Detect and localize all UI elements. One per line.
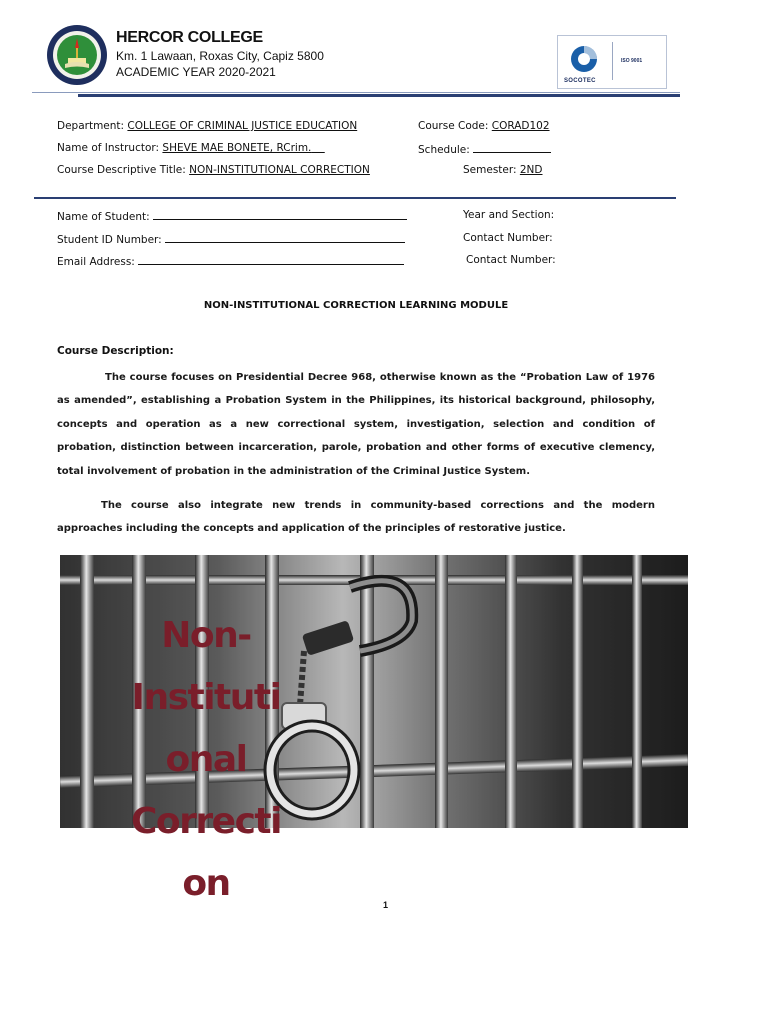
student-id-blank[interactable] [165, 232, 405, 243]
header-rule-thick [78, 94, 680, 97]
cover-title [118, 605, 294, 915]
cover-title-line-4: Correcti [131, 801, 281, 842]
instructor-value: SHEVE MAE BONETE, RCrim. [162, 142, 312, 154]
college-address: Km. 1 Lawaan, Roxas City, Capiz 5800 [116, 49, 324, 63]
student-name-field[interactable] [57, 209, 407, 223]
student-id-field[interactable] [57, 232, 405, 246]
cover-title-line-3: onal [165, 739, 247, 780]
department-line [57, 120, 357, 132]
year-section-field [463, 209, 554, 221]
cert-label: SOCOTEC [564, 78, 596, 84]
course-code-value: CORAD102 [491, 120, 550, 132]
contact-number-field-1 [463, 232, 553, 244]
iso-label: ISO 9001 [621, 58, 643, 64]
cover-title-line-2: Instituti [131, 677, 281, 718]
course-description-paragraph-1: The course focuses on Presidential Decree 968, otherwise known as the “Probation Law of 1976 as amended”, establishing a Probation System in the Philippines, its historical background, philosophy, concepts and operation as a new correctional system, investigation, selection and condition of probation, distinction between incarceration, parole, probation and other forms of executive clemency, total involvement of probation in the administration of the Criminal Justice System. [57, 372, 655, 477]
descriptive-title-line [57, 164, 370, 176]
email-field[interactable] [57, 254, 404, 268]
schedule-label: Schedule: [418, 144, 470, 156]
contact-number-label-2: Contact Number: [466, 254, 556, 266]
section-rule [34, 197, 676, 199]
semester-line [463, 164, 543, 176]
semester-label: Semester: [463, 164, 517, 176]
student-name-blank[interactable] [153, 209, 407, 220]
department-label: Department: [57, 120, 125, 132]
course-code-label: Course Code: [418, 120, 489, 132]
cover-title-line-5: on [182, 863, 230, 904]
college-seal-icon [46, 24, 108, 86]
iso-panel [612, 42, 661, 80]
semester-value: 2ND [519, 164, 543, 176]
schedule-line [418, 142, 551, 156]
department-value: COLLEGE OF CRIMINAL JUSTICE EDUCATION [127, 120, 358, 132]
email-blank[interactable] [138, 254, 404, 265]
module-title: NON-INSTITUTIONAL CORRECTION LEARNING MODULE [203, 300, 509, 311]
course-description-heading: Course Description: [57, 345, 174, 357]
page-number: 1 [383, 900, 389, 910]
header-rule-thin [32, 92, 680, 93]
iso-certification-badge [557, 35, 667, 89]
descriptive-title-label: Course Descriptive Title: [57, 164, 186, 176]
instructor-line [57, 142, 325, 154]
schedule-blank [473, 142, 551, 153]
academic-year: ACADEMIC YEAR 2020-2021 [116, 65, 276, 79]
contact-number-label-1: Contact Number: [463, 232, 553, 244]
year-section-label: Year and Section: [463, 209, 555, 221]
course-code-line [418, 120, 550, 132]
student-id-label: Student ID Number: [57, 234, 162, 246]
descriptive-title-value: NON-INSTITUTIONAL CORRECTION [189, 164, 370, 176]
cover-title-line-1: Non- [161, 615, 251, 656]
email-label: Email Address: [57, 256, 135, 268]
student-name-label: Name of Student: [57, 211, 150, 223]
course-description-paragraph-2: The course also integrate new trends in community-based corrections and the modern approaches including the concepts and application of the principles of restorative justice. [57, 500, 655, 534]
contact-number-field-2 [466, 254, 556, 266]
instructor-label: Name of Instructor: [57, 142, 160, 154]
college-name: HERCOR COLLEGE [116, 29, 263, 46]
